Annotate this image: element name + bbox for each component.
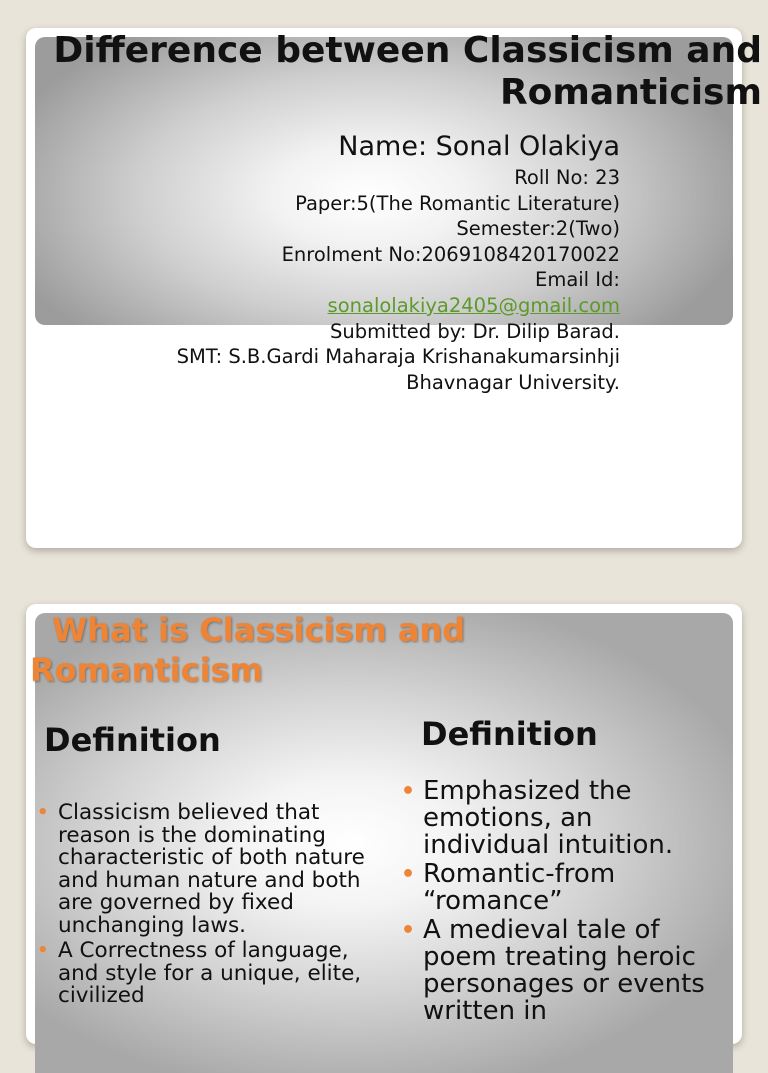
email-link[interactable]: sonalolakiya2405@gmail.com	[327, 293, 620, 317]
bullet-icon: •	[401, 918, 416, 943]
slide-title-line-2: Romanticism	[499, 72, 762, 113]
classicism-definition-title: Definition	[44, 721, 221, 759]
bullet-text: A Correctness of language, and style for a unique, elite, civilized	[58, 938, 362, 1008]
bullet-icon: •	[401, 862, 416, 887]
semester-info: Semester:2(Two)	[456, 217, 620, 241]
list-item	[399, 861, 719, 915]
college-name: SMT: S.B.Gardi Maharaja Krishanakumarsinhji	[176, 345, 620, 369]
paper-info: Paper:5(The Romantic Literature)	[295, 191, 620, 215]
slide-heading-line-2: Romanticism	[30, 651, 263, 689]
bullet-text: Romantic-from “romance”	[423, 859, 616, 916]
bullet-icon: •	[37, 940, 49, 961]
student-name: Name: Sonal Olakiya	[338, 131, 620, 162]
bullet-text: A medieval tale of poem treating heroic personages or events written in	[423, 915, 705, 1026]
student-info	[177, 129, 620, 395]
submitted-by: Submitted by: Dr. Dilip Barad.	[329, 319, 620, 343]
list-item	[35, 802, 375, 937]
romanticism-definition-title: Definition	[421, 715, 598, 753]
bullet-text: Classicism believed that reason is the dominating characteristic of both nature and human nature and both are governed by fixed unchanging laws.	[58, 800, 365, 938]
classicism-bullet-list	[35, 802, 375, 1011]
title-slide	[26, 28, 762, 548]
slide-heading-line-1: What is Classicism and	[52, 611, 466, 649]
list-item	[399, 778, 719, 859]
slide-title	[26, 30, 762, 114]
email-line	[177, 293, 620, 319]
slide-heading	[30, 610, 465, 690]
email-label: Email Id:	[535, 268, 620, 292]
definition-slide	[26, 604, 742, 1044]
list-item	[399, 917, 719, 1025]
university-name: Bhavnagar University.	[406, 370, 620, 394]
bullet-text: Emphasized the emotions, an individual intuition.	[423, 776, 674, 860]
enrolment-number: Enrolment No:2069108420170022	[281, 242, 620, 266]
bullet-icon: •	[401, 779, 416, 804]
bullet-icon: •	[37, 802, 49, 823]
list-item	[35, 940, 375, 1008]
slide-title-line-1: Difference between Classicism and	[53, 30, 762, 71]
roll-number: Roll No: 23	[514, 166, 620, 189]
romanticism-bullet-list	[399, 778, 719, 1027]
